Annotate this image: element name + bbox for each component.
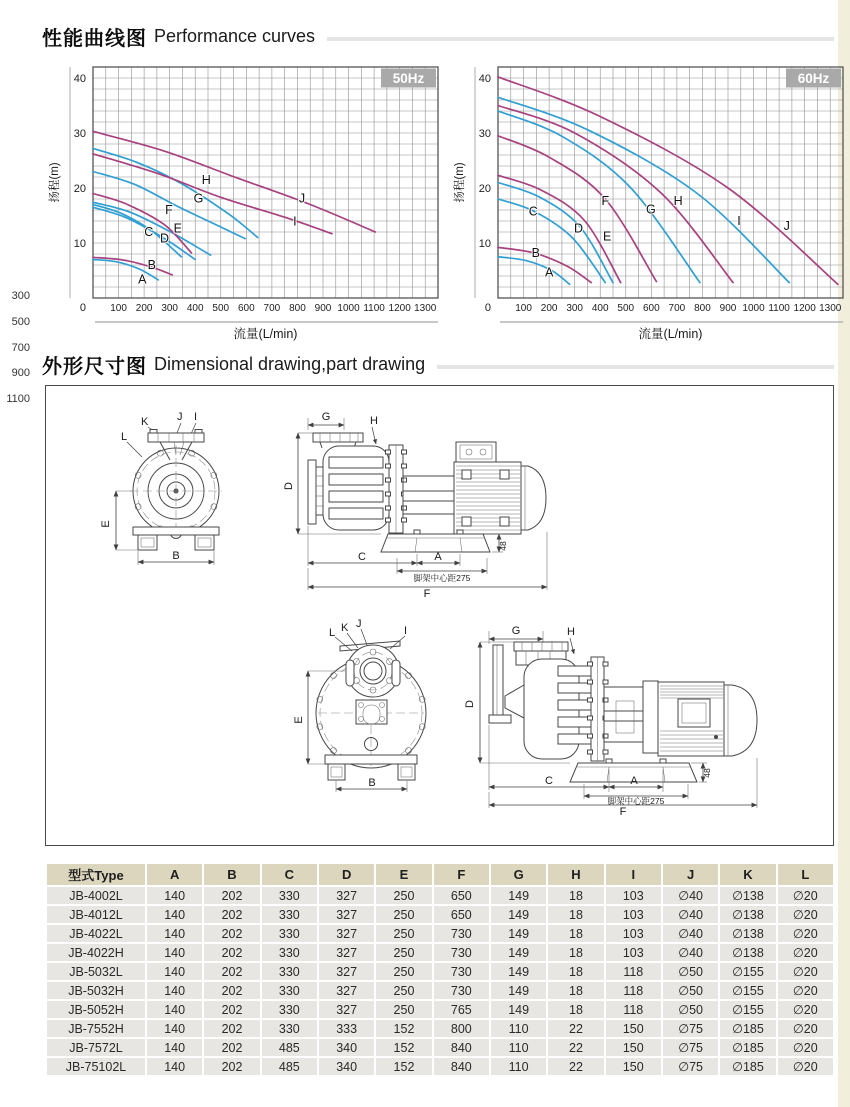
table-row bbox=[47, 963, 833, 980]
dim-label-e: E bbox=[293, 716, 305, 724]
dim-value-cell: 202 bbox=[204, 887, 259, 904]
pump-side-view-top bbox=[284, 400, 594, 600]
model-cell: JB-4022H bbox=[47, 944, 145, 961]
dim-value-cell: 103 bbox=[606, 925, 661, 942]
dim-value-cell: ∅20 bbox=[778, 982, 833, 999]
chart-text: 40 bbox=[478, 73, 491, 85]
model-cell: JB-4012L bbox=[47, 906, 145, 923]
curve-label-H: H bbox=[201, 173, 211, 188]
dim-value-cell: 250 bbox=[376, 982, 431, 999]
dim-value-cell: ∅20 bbox=[778, 963, 833, 980]
margin-number: 900 bbox=[11, 367, 30, 379]
dim-value-cell: 103 bbox=[606, 887, 661, 904]
margin-number: 1100 bbox=[6, 393, 30, 405]
dim-value-cell: 327 bbox=[319, 925, 374, 942]
dim-value-cell: 149 bbox=[491, 906, 546, 923]
dim-value-cell: 327 bbox=[319, 982, 374, 999]
spec-table bbox=[45, 862, 835, 1077]
dim-value-cell: 22 bbox=[548, 1020, 603, 1037]
dimensional-section-heading bbox=[42, 350, 834, 379]
dim-value-cell: ∅20 bbox=[778, 1039, 833, 1056]
chart-text: 300 bbox=[566, 303, 584, 314]
dim-value-cell: 18 bbox=[548, 887, 603, 904]
dim-value-cell: 22 bbox=[548, 1058, 603, 1075]
column-header-H: H bbox=[548, 864, 603, 885]
dim-value-cell: ∅20 bbox=[778, 887, 833, 904]
dim-value-cell: ∅75 bbox=[663, 1058, 718, 1075]
dim-value-cell: 110 bbox=[491, 1058, 546, 1075]
heading-rule bbox=[327, 37, 834, 41]
dim-value-cell: ∅75 bbox=[663, 1020, 718, 1037]
dim-value-cell: ∅155 bbox=[720, 982, 775, 999]
dim-value-cell: 18 bbox=[548, 1001, 603, 1018]
chart-text: 700 bbox=[668, 303, 686, 314]
dim-value-cell: 152 bbox=[376, 1039, 431, 1056]
curve-label-E: E bbox=[602, 229, 612, 244]
dim-label-l: L bbox=[329, 627, 336, 639]
dim-value-cell: 650 bbox=[434, 887, 489, 904]
column-header-B: B bbox=[204, 864, 259, 885]
dim-value-cell: ∅20 bbox=[778, 1001, 833, 1018]
dim-value-cell: 730 bbox=[434, 944, 489, 961]
dim-value-cell: 765 bbox=[434, 1001, 489, 1018]
chart-text: 900 bbox=[719, 303, 737, 314]
column-header-K: K bbox=[720, 864, 775, 885]
chart-text: 300 bbox=[161, 303, 179, 314]
column-header-L: L bbox=[778, 864, 833, 885]
dim-value-cell: 330 bbox=[262, 963, 317, 980]
frequency-badge-label: 60Hz bbox=[797, 71, 830, 86]
dim-value-cell: 250 bbox=[376, 963, 431, 980]
dim-label-g: G bbox=[321, 411, 331, 423]
dim-label-i: I bbox=[194, 411, 198, 423]
dim-value-cell: ∅20 bbox=[778, 1058, 833, 1075]
chart-text: 700 bbox=[263, 303, 281, 314]
curve-label-F: F bbox=[165, 202, 173, 217]
dim-value-cell: 118 bbox=[606, 963, 661, 980]
spec-table-head-row bbox=[47, 864, 833, 885]
dim-value-cell: ∅40 bbox=[663, 944, 718, 961]
curve-label-G: G bbox=[193, 191, 204, 206]
dim-value-cell: 330 bbox=[262, 1020, 317, 1037]
chart-text: 20 bbox=[478, 183, 491, 195]
chart-text: 30 bbox=[73, 128, 86, 140]
dim-value-cell: 110 bbox=[491, 1039, 546, 1056]
chart-text: 1200 bbox=[388, 303, 411, 314]
model-cell: JB-7572L bbox=[47, 1039, 145, 1056]
dim-value-cell: 202 bbox=[204, 1001, 259, 1018]
model-cell: JB-4022L bbox=[47, 925, 145, 942]
dim-value-cell: ∅138 bbox=[720, 906, 775, 923]
frequency-badge-label: 50Hz bbox=[392, 71, 425, 86]
chart-text: 40 bbox=[73, 73, 86, 85]
column-header-type: 型式Type bbox=[47, 864, 145, 885]
dim-label-c: C bbox=[358, 551, 366, 563]
pump-side-view-bottom bbox=[466, 611, 776, 816]
curve-label-F: F bbox=[601, 194, 610, 209]
table-row bbox=[47, 1058, 833, 1075]
table-row bbox=[47, 1039, 833, 1056]
dimensional-drawing-box bbox=[45, 385, 834, 846]
table-row bbox=[47, 944, 833, 961]
dim-value-cell: 650 bbox=[434, 906, 489, 923]
dim-value-cell: 150 bbox=[606, 1058, 661, 1075]
dim-value-cell: ∅40 bbox=[663, 925, 718, 942]
dim-value-cell: 327 bbox=[319, 906, 374, 923]
chart-text: 1300 bbox=[819, 303, 842, 314]
dim-value-cell: 202 bbox=[204, 1039, 259, 1056]
table-row bbox=[47, 1020, 833, 1037]
performance-section-heading bbox=[42, 22, 834, 51]
dim-value-cell: 103 bbox=[606, 906, 661, 923]
dim-value-cell: ∅155 bbox=[720, 963, 775, 980]
dim-value-cell: 730 bbox=[434, 925, 489, 942]
dim-value-cell: ∅138 bbox=[720, 925, 775, 942]
dimensional-title-en: Dimensional drawing,part drawing bbox=[154, 354, 426, 374]
column-header-J: J bbox=[663, 864, 718, 885]
chart-text: 400 bbox=[591, 303, 609, 314]
dim-label-b: B bbox=[368, 777, 376, 789]
dim-value-cell: ∅75 bbox=[663, 1039, 718, 1056]
chart-text: 500 bbox=[617, 303, 635, 314]
dim-label-e: E bbox=[100, 520, 112, 528]
dim-label-j: J bbox=[356, 618, 362, 630]
dim-value-cell: ∅20 bbox=[778, 925, 833, 942]
model-cell: JB-5032L bbox=[47, 963, 145, 980]
dim-value-cell: 103 bbox=[606, 944, 661, 961]
dim-value-cell: ∅20 bbox=[778, 906, 833, 923]
curve-label-J: J bbox=[298, 191, 306, 206]
column-header-F: F bbox=[434, 864, 489, 885]
dim-label-f: F bbox=[423, 588, 431, 600]
dim-value-cell: 202 bbox=[204, 1058, 259, 1075]
dim-value-cell: 18 bbox=[548, 925, 603, 942]
column-header-E: E bbox=[376, 864, 431, 885]
margin-number: 700 bbox=[11, 342, 30, 354]
performance-title-zh: 性能曲线图 bbox=[42, 28, 147, 50]
dim-value-cell: ∅50 bbox=[663, 963, 718, 980]
dim-value-cell: 140 bbox=[147, 1058, 202, 1075]
heading-rule bbox=[437, 365, 834, 369]
dim-value-cell: 730 bbox=[434, 963, 489, 980]
dim-label-k: K bbox=[141, 416, 149, 428]
dim-value-cell: ∅20 bbox=[778, 1020, 833, 1037]
table-row bbox=[47, 1001, 833, 1018]
curve-label-B: B bbox=[147, 257, 156, 272]
dim-value-cell: 110 bbox=[491, 1020, 546, 1037]
pump-front-view-top bbox=[96, 399, 291, 579]
foot-height-label: 48 bbox=[498, 541, 508, 551]
dim-value-cell: ∅138 bbox=[720, 887, 775, 904]
dim-value-cell: 202 bbox=[204, 1020, 259, 1037]
table-row bbox=[47, 887, 833, 904]
dim-label-d: D bbox=[283, 482, 295, 490]
dim-value-cell: ∅155 bbox=[720, 1001, 775, 1018]
curve-label-G: G bbox=[645, 202, 656, 217]
chart-text: 20 bbox=[73, 183, 86, 195]
dim-value-cell: 140 bbox=[147, 1020, 202, 1037]
chart-text: 900 bbox=[314, 303, 332, 314]
dim-value-cell: 149 bbox=[491, 887, 546, 904]
dim-value-cell: 140 bbox=[147, 1001, 202, 1018]
curve-label-H: H bbox=[673, 194, 683, 209]
chart-text: 0 bbox=[484, 302, 491, 314]
dim-value-cell: 840 bbox=[434, 1058, 489, 1075]
curve-label-J: J bbox=[783, 218, 790, 233]
performance-title-en: Performance curves bbox=[154, 26, 316, 46]
dim-value-cell: 250 bbox=[376, 887, 431, 904]
y-axis-title: 扬程(m) bbox=[49, 162, 61, 203]
dim-label-c: C bbox=[545, 775, 553, 787]
chart-text: 1000 bbox=[742, 303, 765, 314]
model-cell: JB-5052H bbox=[47, 1001, 145, 1018]
curve-label-C: C bbox=[144, 224, 154, 239]
dim-value-cell: ∅50 bbox=[663, 982, 718, 999]
curve-label-C: C bbox=[528, 204, 538, 219]
dim-value-cell: 140 bbox=[147, 906, 202, 923]
dim-value-cell: 202 bbox=[204, 963, 259, 980]
dim-value-cell: 18 bbox=[548, 982, 603, 999]
chart-text: 0 bbox=[79, 302, 86, 314]
dim-value-cell: 250 bbox=[376, 944, 431, 961]
dim-label-g: G bbox=[511, 625, 521, 637]
column-header-G: G bbox=[491, 864, 546, 885]
dim-value-cell: 140 bbox=[147, 1039, 202, 1056]
dim-value-cell: 140 bbox=[147, 982, 202, 999]
chart-text: 800 bbox=[694, 303, 711, 314]
curve-label-A: A bbox=[544, 265, 554, 280]
dim-value-cell: 330 bbox=[262, 925, 317, 942]
dim-value-cell: 327 bbox=[319, 1001, 374, 1018]
dim-value-cell: 150 bbox=[606, 1020, 661, 1037]
dim-value-cell: 485 bbox=[262, 1058, 317, 1075]
dim-label-h: H bbox=[567, 626, 575, 638]
dim-value-cell: ∅138 bbox=[720, 944, 775, 961]
chart-text: 1200 bbox=[793, 303, 816, 314]
dim-label-f: F bbox=[619, 806, 627, 818]
dim-value-cell: 250 bbox=[376, 1001, 431, 1018]
table-row bbox=[47, 982, 833, 999]
dim-value-cell: 18 bbox=[548, 906, 603, 923]
dim-value-cell: 149 bbox=[491, 963, 546, 980]
dim-value-cell: 118 bbox=[606, 982, 661, 999]
dim-value-cell: 149 bbox=[491, 1001, 546, 1018]
dim-value-cell: 140 bbox=[147, 887, 202, 904]
performance-chart-60hz bbox=[450, 54, 845, 344]
dim-value-cell: 152 bbox=[376, 1020, 431, 1037]
dim-value-cell: 485 bbox=[262, 1039, 317, 1056]
chart-text: 600 bbox=[237, 303, 255, 314]
chart-text: 500 bbox=[212, 303, 230, 314]
margin-number: 500 bbox=[11, 316, 30, 328]
dim-value-cell: 150 bbox=[606, 1039, 661, 1056]
chart-text: 100 bbox=[110, 303, 127, 314]
column-header-D: D bbox=[319, 864, 374, 885]
dim-value-cell: 333 bbox=[319, 1020, 374, 1037]
dim-value-cell: 140 bbox=[147, 944, 202, 961]
chart-text: 200 bbox=[540, 303, 558, 314]
dim-value-cell: 327 bbox=[319, 944, 374, 961]
dim-label-h: H bbox=[370, 415, 378, 427]
curve-label-B: B bbox=[531, 245, 540, 260]
dim-value-cell: 202 bbox=[204, 944, 259, 961]
dim-value-cell: 202 bbox=[204, 925, 259, 942]
dim-value-cell: ∅185 bbox=[720, 1020, 775, 1037]
dim-value-cell: 800 bbox=[434, 1020, 489, 1037]
dimensional-title-zh: 外形尺寸图 bbox=[42, 356, 147, 378]
dim-value-cell: 140 bbox=[147, 963, 202, 980]
curve-label-D: D bbox=[573, 221, 584, 236]
dim-value-cell: 18 bbox=[548, 944, 603, 961]
column-header-A: A bbox=[147, 864, 202, 885]
dim-value-cell: 250 bbox=[376, 925, 431, 942]
dim-value-cell: ∅185 bbox=[720, 1058, 775, 1075]
dim-value-cell: 340 bbox=[319, 1058, 374, 1075]
dim-value-cell: 330 bbox=[262, 982, 317, 999]
dim-value-cell: 330 bbox=[262, 944, 317, 961]
foot-height-label: 48 bbox=[702, 768, 712, 778]
dim-label-d: D bbox=[464, 700, 476, 708]
dim-label-b: B bbox=[172, 550, 180, 562]
curve-label-I: I bbox=[737, 213, 741, 228]
margin-number: 300 bbox=[11, 290, 30, 302]
dim-value-cell: ∅40 bbox=[663, 906, 718, 923]
chart-text: 1100 bbox=[363, 303, 385, 314]
foot-center-distance-label: 脚架中心距275 bbox=[607, 796, 665, 806]
column-header-C: C bbox=[262, 864, 317, 885]
chart-text: 200 bbox=[135, 303, 153, 314]
table-row bbox=[47, 906, 833, 923]
dim-label-i: I bbox=[404, 625, 408, 637]
curve-label-E: E bbox=[173, 221, 183, 236]
table-row bbox=[47, 925, 833, 942]
dim-value-cell: 149 bbox=[491, 944, 546, 961]
y-axis-title: 扬程(m) bbox=[454, 162, 466, 203]
chart-text: 10 bbox=[73, 238, 86, 250]
dim-value-cell: 202 bbox=[204, 906, 259, 923]
dim-value-cell: 22 bbox=[548, 1039, 603, 1056]
dim-value-cell: 327 bbox=[319, 963, 374, 980]
dim-value-cell: 330 bbox=[262, 1001, 317, 1018]
model-cell: JB-75102L bbox=[47, 1058, 145, 1075]
model-cell: JB-7552H bbox=[47, 1020, 145, 1037]
foot-center-distance-label: 脚架中心距275 bbox=[413, 573, 471, 583]
dim-value-cell: 340 bbox=[319, 1039, 374, 1056]
curve-label-A: A bbox=[138, 272, 147, 287]
dim-value-cell: 18 bbox=[548, 963, 603, 980]
curve-label-D: D bbox=[160, 231, 170, 246]
chart-text: 1000 bbox=[337, 303, 360, 314]
dim-value-cell: ∅40 bbox=[663, 887, 718, 904]
dim-value-cell: 730 bbox=[434, 982, 489, 999]
chart-text: 600 bbox=[642, 303, 660, 314]
dim-value-cell: 149 bbox=[491, 982, 546, 999]
x-axis-title: 流量(L/min) bbox=[233, 327, 298, 341]
dim-value-cell: 118 bbox=[606, 1001, 661, 1018]
dim-value-cell: 152 bbox=[376, 1058, 431, 1075]
dim-value-cell: 840 bbox=[434, 1039, 489, 1056]
chart-text: 1300 bbox=[414, 303, 437, 314]
chart-text: 100 bbox=[515, 303, 532, 314]
model-cell: JB-5032H bbox=[47, 982, 145, 999]
dim-value-cell: 140 bbox=[147, 925, 202, 942]
dim-value-cell: 202 bbox=[204, 982, 259, 999]
dim-label-k: K bbox=[341, 622, 349, 634]
dim-label-j: J bbox=[177, 411, 183, 423]
dim-value-cell: 149 bbox=[491, 925, 546, 942]
dim-value-cell: 327 bbox=[319, 887, 374, 904]
dim-value-cell: ∅185 bbox=[720, 1039, 775, 1056]
performance-chart-50hz bbox=[45, 54, 440, 344]
curve-label-I: I bbox=[293, 214, 297, 229]
dim-value-cell: 330 bbox=[262, 887, 317, 904]
dim-value-cell: 250 bbox=[376, 906, 431, 923]
x-axis-title: 流量(L/min) bbox=[638, 327, 703, 341]
pump-front-view-bottom bbox=[293, 616, 481, 801]
model-cell: JB-4002L bbox=[47, 887, 145, 904]
dim-label-a: A bbox=[630, 775, 638, 787]
chart-text: 800 bbox=[289, 303, 306, 314]
dim-value-cell: ∅50 bbox=[663, 1001, 718, 1018]
chart-text: 1100 bbox=[768, 303, 790, 314]
chart-text: 10 bbox=[478, 238, 491, 250]
spec-table-body bbox=[47, 887, 833, 1075]
dim-value-cell: ∅20 bbox=[778, 944, 833, 961]
dim-label-l: L bbox=[121, 431, 128, 443]
dim-value-cell: 330 bbox=[262, 906, 317, 923]
column-header-I: I bbox=[606, 864, 661, 885]
dim-label-a: A bbox=[434, 551, 442, 563]
performance-charts bbox=[45, 54, 845, 344]
chart-text: 30 bbox=[478, 128, 491, 140]
chart-text: 400 bbox=[186, 303, 204, 314]
